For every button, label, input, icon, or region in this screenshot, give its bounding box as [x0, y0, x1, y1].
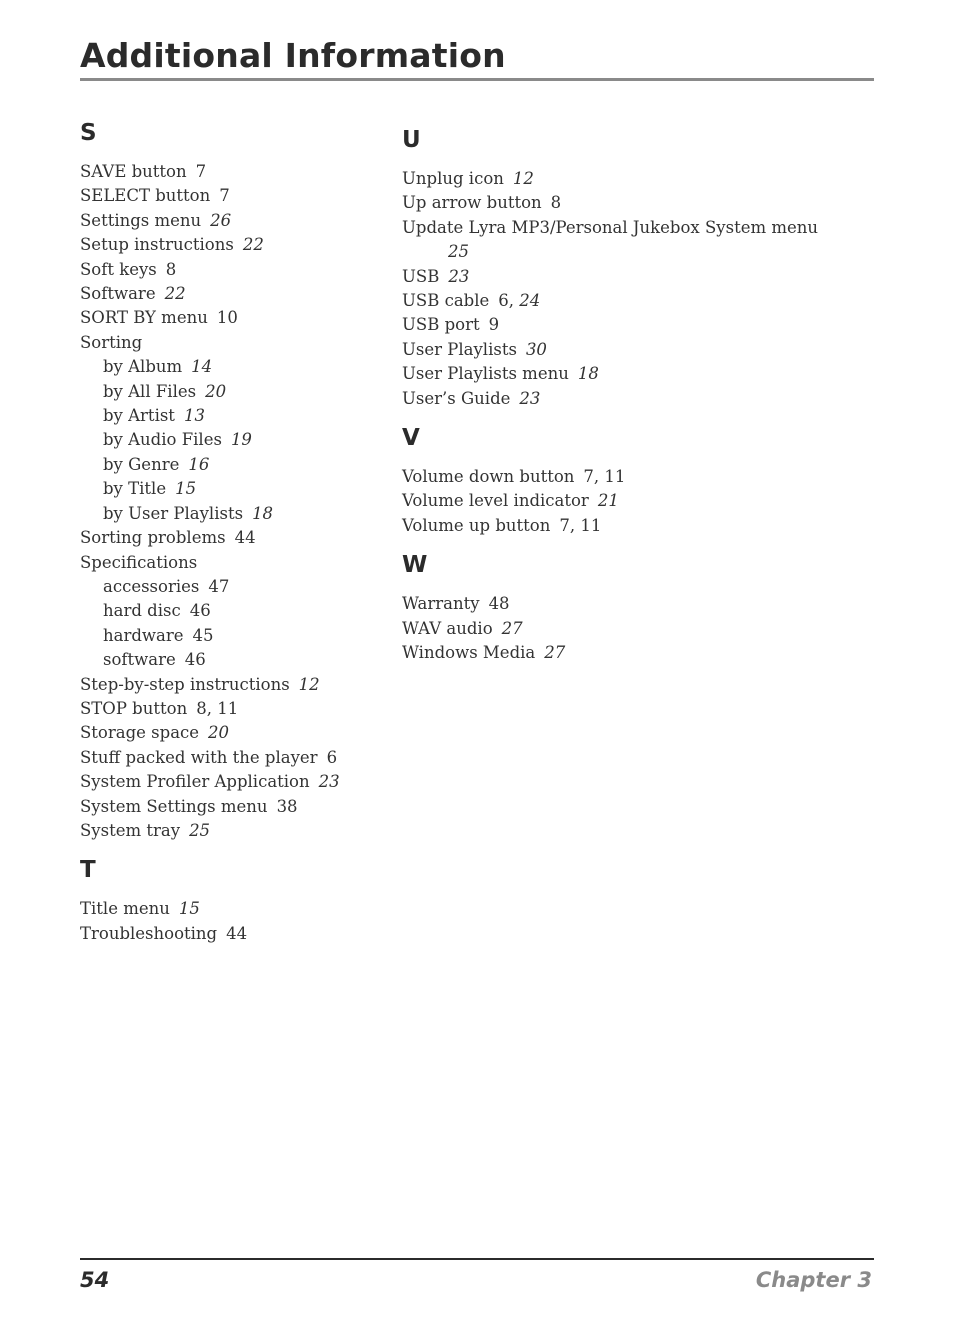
index-pages: 8: [165, 259, 177, 279]
index-entry: [80, 184, 390, 208]
index-term: USB cable: [402, 291, 490, 311]
index-term: Stuff packed with the player: [80, 747, 318, 767]
index-term: by Audio Files: [103, 430, 222, 450]
index-pages: 22: [164, 284, 186, 304]
index-column-left: [80, 118, 390, 946]
index-pages: 18: [252, 503, 274, 523]
index-entry: [402, 265, 862, 289]
index-entry: [402, 489, 862, 513]
index-pages: 8, 11: [196, 698, 239, 718]
index-term: System Settings menu: [80, 796, 268, 816]
index-term: by Genre: [103, 454, 180, 474]
index-term: SELECT button: [80, 186, 211, 206]
page-number: 54: [80, 1268, 110, 1292]
index-term: software: [103, 650, 176, 670]
index-term: Windows Media: [402, 643, 536, 663]
index-entry: [80, 746, 390, 770]
index-letter-s: S: [80, 120, 97, 146]
index-pages: 16: [188, 454, 210, 474]
index-entry: [80, 282, 390, 306]
index-pages: 9: [488, 315, 500, 335]
index-entry: [402, 191, 862, 215]
index-pages: 27: [501, 618, 523, 638]
index-term: Setup instructions: [80, 235, 234, 255]
index-entry: [80, 160, 390, 184]
index-term: Sorting problems: [80, 528, 226, 548]
index-entry: [80, 355, 390, 379]
index-entry: [402, 592, 862, 616]
index-term: Unplug icon: [402, 169, 504, 188]
index-entry: [80, 624, 390, 648]
index-entry: [80, 575, 390, 599]
index-pages: 8: [550, 193, 562, 213]
index-entry: [80, 258, 390, 282]
index-pages: 7: [219, 186, 230, 206]
index-pages: 46: [184, 650, 206, 670]
index-term: Step-by-step instructions: [80, 674, 290, 694]
index-term: by User Playlists: [103, 503, 244, 523]
index-term: by All Files: [103, 381, 197, 401]
index-term: USB: [402, 266, 440, 286]
index-pages: 48: [488, 594, 510, 614]
index-entry: [80, 599, 390, 623]
index-pages: 7: [195, 162, 207, 181]
index-entry: [80, 428, 390, 452]
index-entry: [402, 216, 862, 265]
index-pages: 15: [175, 479, 197, 499]
index-pages: 6: [326, 747, 338, 767]
index-term: Software: [80, 284, 156, 304]
index-pages: 6, 24: [498, 291, 541, 311]
index-pages: 44: [234, 528, 256, 548]
index-pages: 47: [208, 576, 230, 596]
index-entry: [80, 673, 390, 697]
index-entry: [402, 167, 862, 191]
index-term: Volume up button: [402, 515, 551, 535]
index-term: User Playlists menu: [402, 364, 569, 384]
index-pages: 22: [242, 235, 264, 255]
index-pages: 25: [448, 242, 469, 262]
index-entry: [80, 502, 390, 526]
index-term: Volume level indicator: [402, 491, 589, 511]
index-entry: [80, 453, 390, 477]
index-term: Volume down button: [402, 467, 575, 487]
index-pages: 20: [208, 723, 230, 743]
index-list-s: [80, 160, 390, 843]
index-term: User Playlists: [402, 339, 517, 359]
index-pages: 19: [230, 430, 252, 450]
index-pages: 44: [226, 923, 248, 943]
index-entry: [80, 819, 390, 843]
index-entry: [80, 922, 390, 946]
index-pages: 14: [191, 357, 213, 377]
index-term: accessories: [103, 576, 200, 596]
index-term: Update Lyra MP3/Personal Jukebox System menu: [402, 217, 819, 237]
index-pages: 18: [577, 364, 599, 384]
index-pages: 38: [276, 796, 298, 816]
index-pages: 7, 11: [559, 515, 602, 535]
index-term: Storage space: [80, 723, 200, 743]
index-pages: 46: [189, 601, 211, 621]
index-pages: 21: [597, 491, 619, 511]
index-entry: [402, 617, 862, 641]
index-term: WAV audio: [402, 618, 493, 638]
index-entry: [80, 897, 390, 921]
index-list-w: [402, 592, 862, 665]
index-entry: [402, 289, 862, 313]
index-pages: 30: [525, 339, 547, 359]
index-pages: 12: [512, 169, 534, 188]
index-pages: 23: [318, 772, 340, 792]
index-pages: 26: [210, 210, 232, 230]
index-entry: [80, 331, 390, 355]
index-column-right: [402, 125, 862, 666]
index-entry: [80, 697, 390, 721]
index-term: Sorting: [80, 332, 143, 352]
footer-divider: [80, 1258, 874, 1260]
index-entry: [80, 770, 390, 794]
index-entry: [80, 526, 390, 550]
index-term: hardware: [103, 625, 184, 645]
index-term: Troubleshooting: [80, 923, 218, 943]
index-term: hard disc: [103, 601, 181, 621]
index-term: Warranty: [402, 594, 480, 614]
index-pages: 23: [448, 266, 470, 286]
index-pages: 15: [178, 899, 200, 919]
index-entry: [80, 233, 390, 257]
index-entry: [402, 641, 862, 665]
index-pages: 20: [205, 381, 227, 401]
index-term: SORT BY menu: [80, 308, 208, 328]
index-term: Specifications: [80, 552, 198, 572]
index-term: USB port: [402, 315, 480, 335]
index-letter-v: V: [402, 425, 420, 452]
index-term: System Profiler Application: [80, 772, 310, 792]
index-pages: 45: [192, 625, 214, 645]
index-entry: [80, 551, 390, 575]
index-term: SAVE button: [80, 162, 187, 181]
index-entry: [402, 338, 862, 362]
index-entry: [402, 362, 862, 386]
index-entry: [80, 209, 390, 233]
index-entry: [80, 795, 390, 819]
index-entry: [80, 477, 390, 501]
index-term: by Title: [103, 479, 167, 499]
index-pages: 7, 11: [583, 467, 626, 487]
index-term: Settings menu: [80, 210, 202, 230]
index-term: Up arrow button: [402, 193, 542, 213]
index-entry: [402, 387, 862, 411]
title-divider: [80, 78, 874, 81]
index-list-v: [402, 465, 862, 538]
chapter-label: Chapter 3: [755, 1268, 872, 1292]
index-entry: [80, 648, 390, 672]
index-term: by Artist: [103, 406, 175, 426]
index-term: Soft keys: [80, 259, 157, 279]
index-entry: [402, 313, 862, 337]
page-title: Additional Information: [80, 36, 506, 75]
index-list-t: [80, 897, 390, 946]
index-letter-w: W: [402, 552, 428, 579]
index-letter-u: U: [402, 127, 421, 153]
index-list-u: [402, 167, 862, 411]
index-entry: [80, 404, 390, 428]
index-pages: 25: [189, 820, 211, 840]
index-term: User’s Guide: [402, 388, 511, 408]
index-letter-t: T: [80, 857, 96, 884]
index-term: Title menu: [80, 899, 170, 919]
index-entry: [80, 380, 390, 404]
index-pages: 27: [544, 643, 566, 663]
index-term: by Album: [103, 357, 183, 377]
index-pages: 23: [519, 388, 541, 408]
index-pages: 13: [183, 406, 205, 426]
index-pages: 12: [298, 674, 320, 694]
index-entry: [80, 721, 390, 745]
index-pages: 10: [216, 308, 238, 328]
index-term: System tray: [80, 820, 181, 840]
index-entry: [80, 306, 390, 330]
index-entry: [402, 465, 862, 489]
index-term: STOP button: [80, 698, 188, 718]
index-entry: [402, 514, 862, 538]
